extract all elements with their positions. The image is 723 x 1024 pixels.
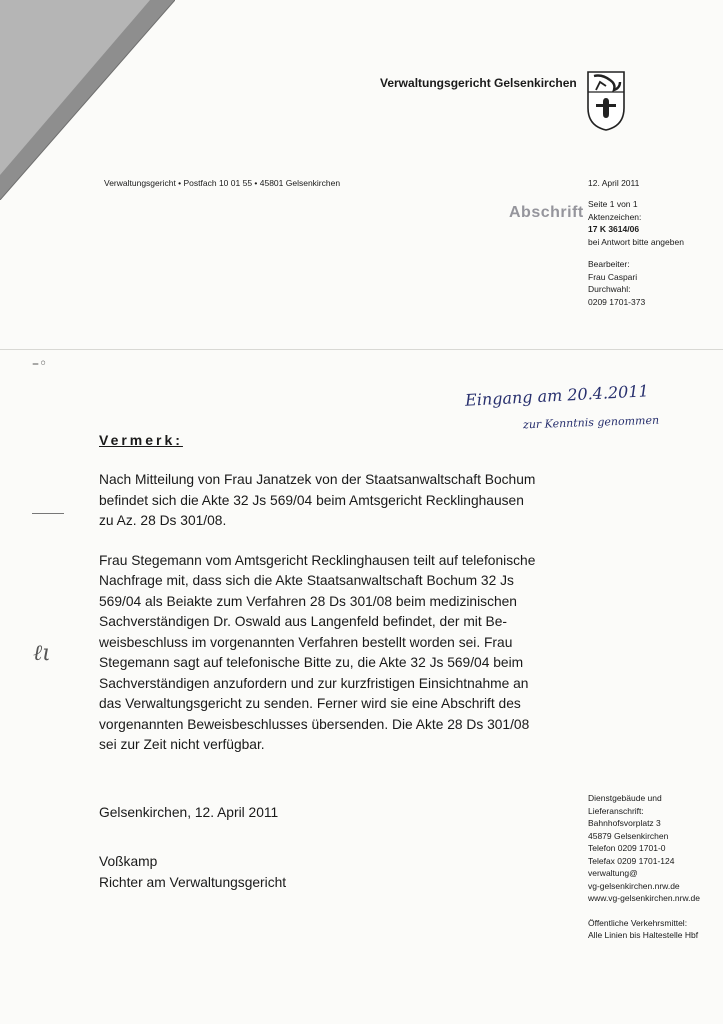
- text-line: befindet sich die Akte 32 Js 569/04 beim Amtsgericht Recklinghausen: [99, 492, 524, 508]
- phone-label: Durchwahl:: [588, 284, 631, 294]
- footer-line: www.vg-gelsenkirchen.nrw.de: [588, 893, 700, 903]
- coat-of-arms-icon: [586, 70, 626, 132]
- court-name: Verwaltungsgericht Gelsenkirchen: [380, 76, 577, 90]
- text-line: sei zur Zeit nicht verfügbar.: [99, 737, 265, 752]
- footer-address-block: [588, 792, 700, 942]
- sender-address-line: Verwaltungsgericht • Postfach 10 01 55 • 45801 Gelsenkirchen: [104, 178, 341, 188]
- footer-line: Bahnhofsvorplatz 3: [588, 818, 661, 828]
- memo-heading: Vermerk:: [99, 432, 183, 448]
- text-line: Sachverständigen anzufordern und zur kurzfristigen Einsichtnahme an: [99, 675, 529, 691]
- reference-block: [588, 198, 684, 308]
- margin-initials-mark: ℓι: [33, 641, 51, 666]
- signature-block: [99, 852, 286, 893]
- footer-line: Telefon 0209 1701-0: [588, 843, 666, 853]
- place-and-date: Gelsenkirchen, 12. April 2011: [99, 805, 279, 820]
- margin-fold-mark: [32, 513, 64, 514]
- text-line: Stegemann sagt auf telefonische Bitte zu, die Akte 32 Js 569/04 beim: [99, 655, 524, 670]
- signer-name: Voßkamp: [99, 854, 158, 869]
- folded-corner: [0, 0, 175, 200]
- text-line: Sachverständigen Dr. Oswald aus Langenfeld befindet, der mit Be-: [99, 614, 508, 629]
- handwritten-receipt-note: Eingang am 20.4.2011: [464, 381, 650, 410]
- text-line: Nachfrage mit, dass sich die Akte Staatsanwaltschaft Bochum 32 Js: [99, 573, 514, 588]
- footer-line: 45879 Gelsenkirchen: [588, 830, 669, 841]
- text-line: Frau Stegemann vom Amtsgericht Recklinghausen teilt auf telefonische: [99, 552, 536, 568]
- text-line: das Verwaltungsgericht zu senden. Ferner wird sie eine Abschrift des: [99, 696, 521, 711]
- text-line: weisbeschluss im vorgenannten Verfahren bestellt worden sei. Frau: [99, 634, 513, 650]
- paragraph-1: [99, 470, 559, 532]
- signer-title: Richter am Verwaltungsgericht: [99, 874, 287, 890]
- file-number-label: Aktenzeichen:: [588, 211, 642, 222]
- text-line: 569/04 als Beiakte zum Verfahren 28 Ds 301/08 beim medizinischen: [99, 593, 517, 609]
- text-line: zu Az. 28 Ds 301/08.: [99, 513, 227, 528]
- letter-date: 12. April 2011: [588, 178, 640, 188]
- footer-line: Telefax 0209 1701-124: [588, 855, 675, 866]
- footer-line: vg-gelsenkirchen.nrw.de: [588, 880, 680, 891]
- paragraph-2: [99, 551, 559, 756]
- footer-line: verwaltung@: [588, 868, 638, 878]
- transit-info: Alle Linien bis Haltestelle Hbf: [588, 930, 699, 940]
- paper-fold-line: [0, 349, 723, 350]
- copy-stamp: Abschrift: [509, 204, 584, 221]
- footer-line: Dienstgebäude und: [588, 793, 662, 803]
- memo-body: [99, 470, 559, 775]
- clerk-label: Bearbeiter:: [588, 259, 630, 269]
- text-line: vorgenannten Beweisbeschlusses übersenden. Die Akte 28 Ds 301/08: [99, 716, 530, 732]
- page-count: Seite 1 von 1: [588, 199, 638, 209]
- phone-number: 0209 1701-373: [588, 296, 646, 307]
- clerk-name: Frau Caspari: [588, 271, 638, 282]
- handwritten-acknowledgement-note: zur Kenntnis genommen: [522, 413, 660, 432]
- footer-line: Lieferanschrift:: [588, 805, 644, 816]
- text-line: Nach Mitteilung von Frau Janatzek von der Staatsanwaltschaft Bochum: [99, 472, 536, 487]
- margin-hole-mark: –◦: [32, 356, 48, 372]
- file-number-note: bei Antwort bitte angeben: [588, 236, 684, 247]
- transit-label: Öffentliche Verkehrsmittel:: [588, 917, 688, 928]
- file-number: 17 K 3614/06: [588, 224, 640, 234]
